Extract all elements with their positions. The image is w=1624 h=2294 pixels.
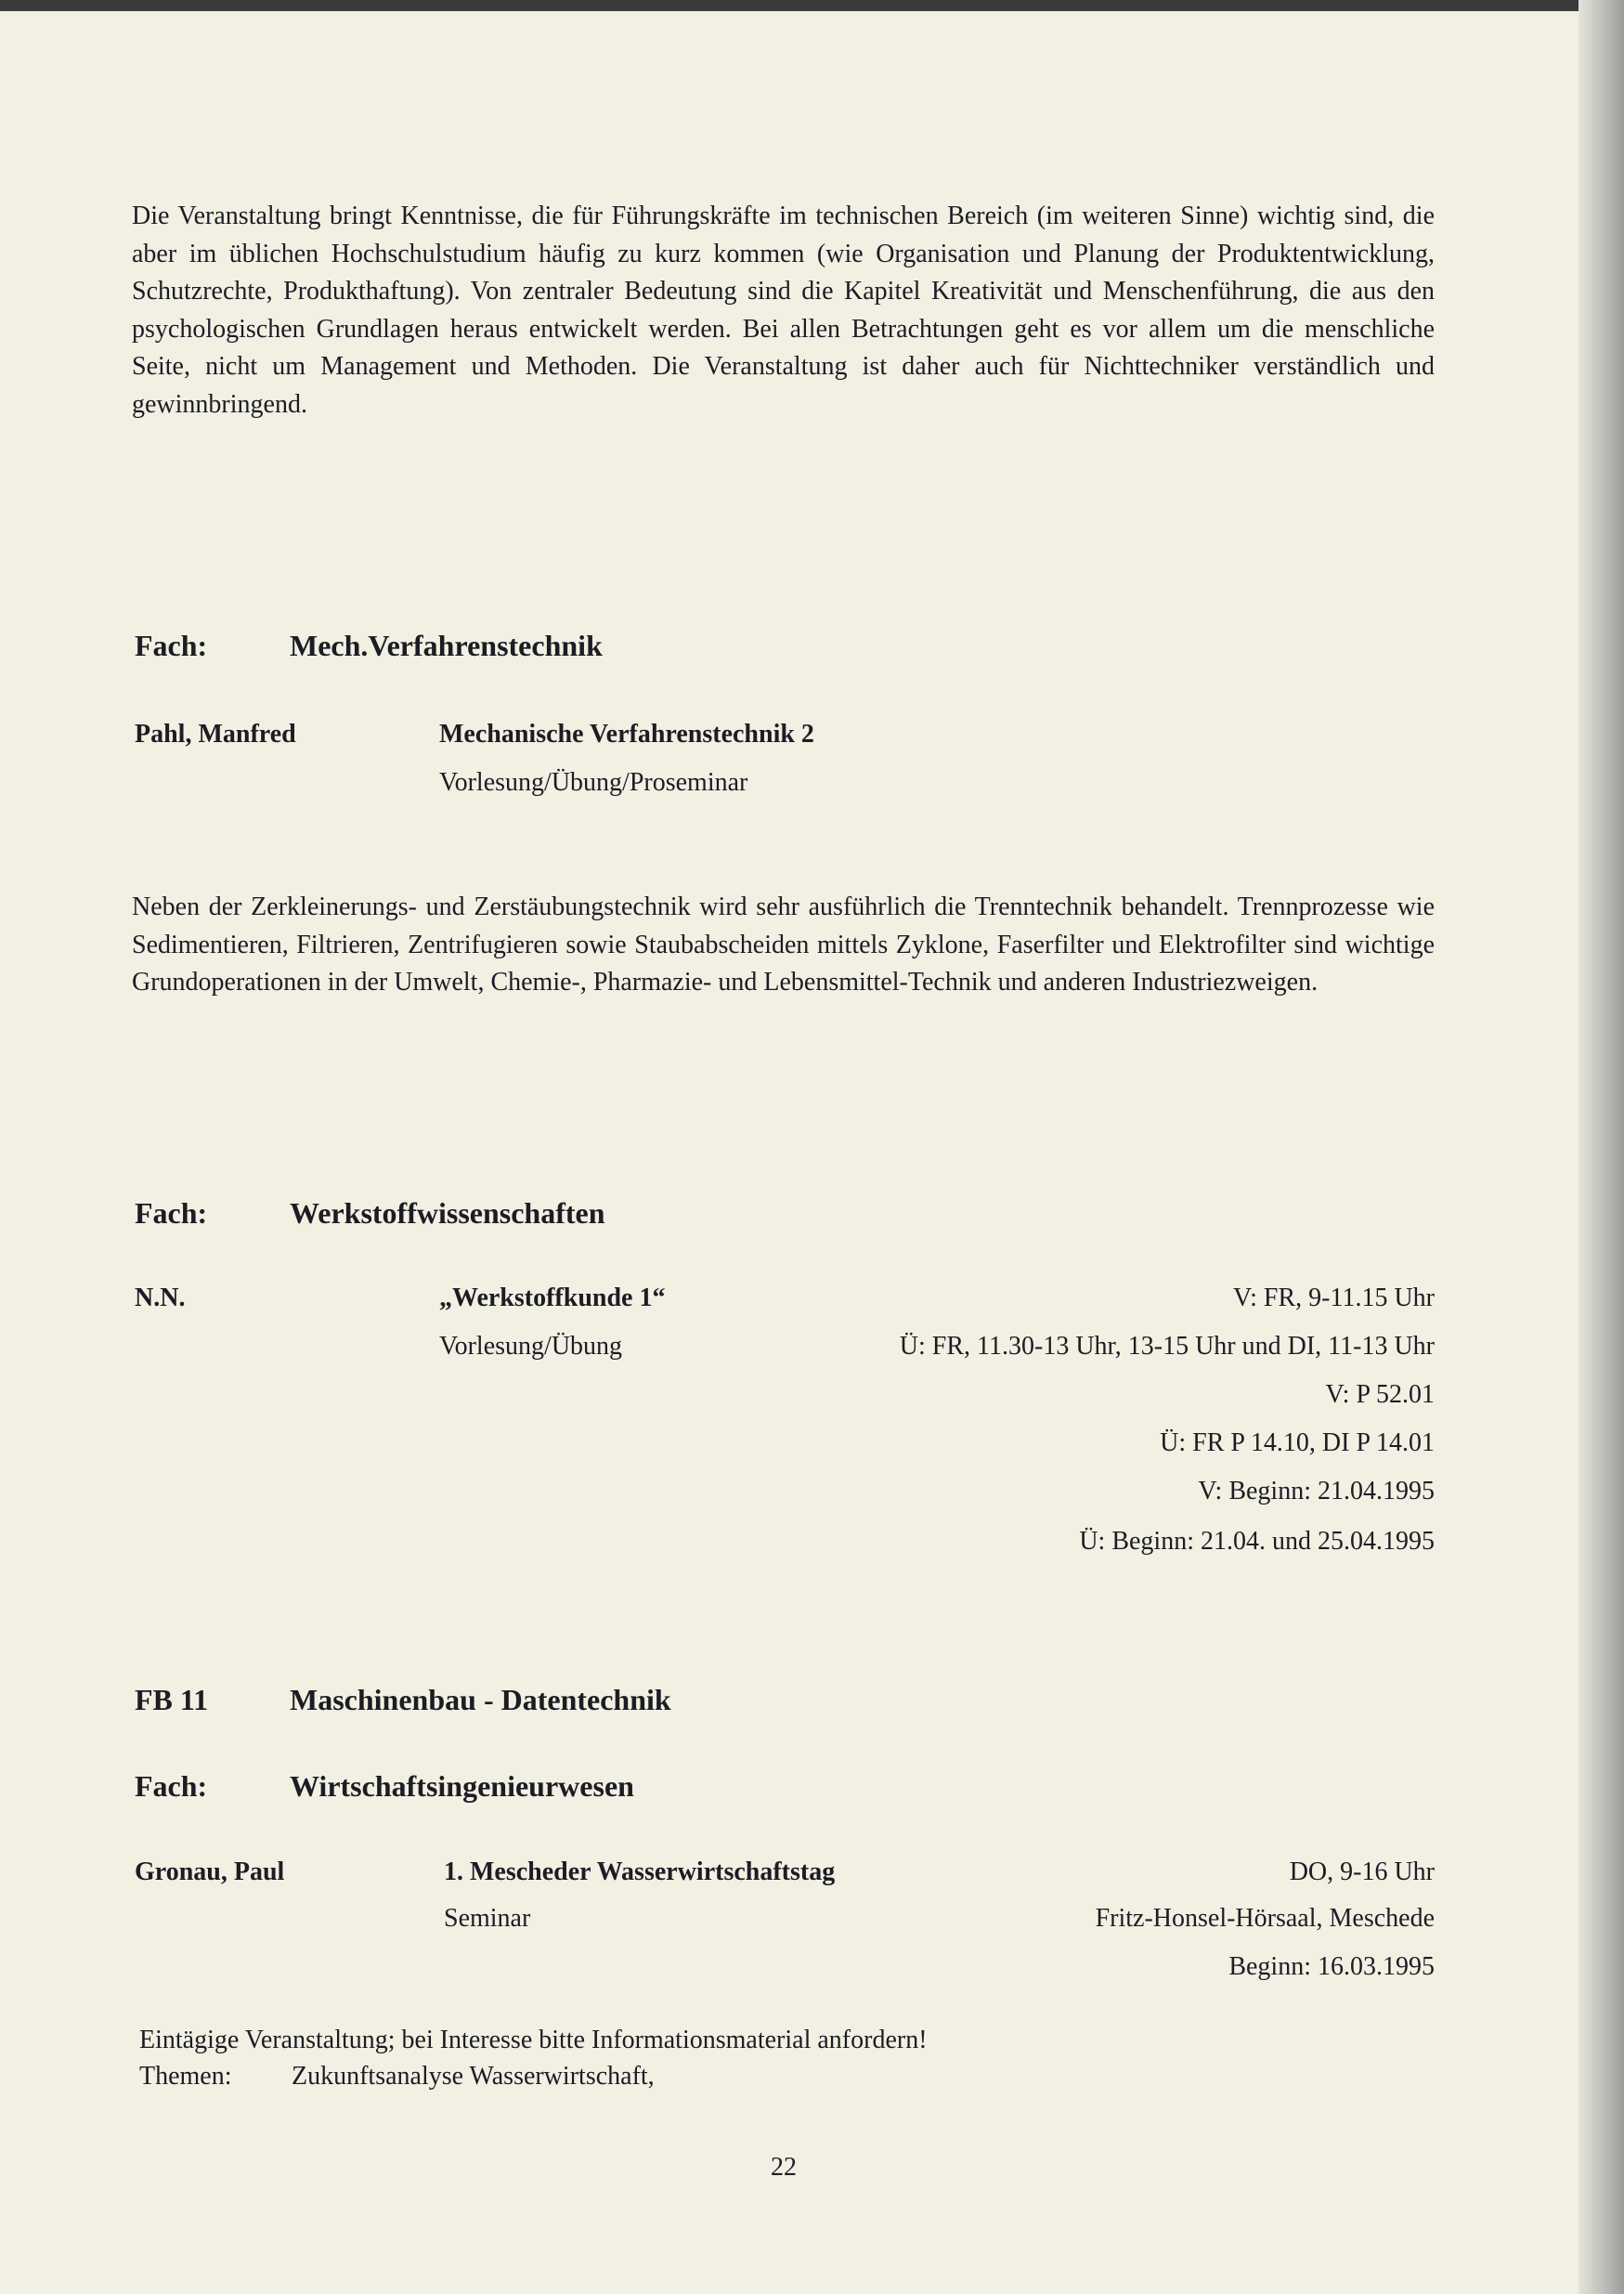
fach-title: Werkstoffwissenschaften [290,1196,605,1230]
schedule-line: V: Beginn: 21.04.1995 [1198,1477,1435,1505]
fach-title: Mech.Verfahrenstechnik [290,629,603,662]
course-type: Seminar [444,1904,531,1933]
schedule-line: Fritz-Honsel-Hörsaal, Meschede [1095,1904,1435,1933]
fach-title: Wirtschaftsingenieurwesen [290,1769,634,1803]
course-type: Vorlesung/Übung [439,1332,623,1361]
fach-label: Fach: [135,1196,208,1230]
course-title: „Werkstoffkunde 1“ [439,1284,666,1312]
lecturer-name: Pahl, Manfred [135,720,296,749]
themen-label: Themen: [139,2062,232,2091]
schedule-line: Ü: FR P 14.10, DI P 14.01 [1160,1428,1435,1457]
schedule-line: Beginn: 16.03.1995 [1228,1952,1435,1981]
schedule-line: V: FR, 9-11.15 Uhr [1233,1284,1435,1312]
course-title: 1. Mescheder Wasserwirtschaftstag [444,1857,836,1886]
themen-text: Zukunftsanalyse Wasserwirtschaft, [292,2062,655,2091]
fach-label: Fach: [135,1769,208,1803]
scan-top-border [0,0,1624,11]
fb-number: FB 11 [135,1683,209,1716]
course-title: Mechanische Verfahrenstechnik 2 [439,720,814,749]
scan-page-edge [1579,0,1624,2294]
fb-title: Maschinenbau - Datentechnik [290,1683,671,1716]
page-number: 22 [771,2153,797,2182]
schedule-line: Ü: Beginn: 21.04. und 25.04.1995 [1079,1527,1435,1556]
course-type: Vorlesung/Übung/Proseminar [439,768,748,797]
lecturer-name: N.N. [135,1284,186,1312]
lecturer-name: Gronau, Paul [135,1857,285,1886]
schedule-line: V: P 52.01 [1325,1380,1435,1409]
schedule-line: DO, 9-16 Uhr [1289,1857,1435,1886]
fach-label: Fach: [135,629,208,662]
intro-paragraph: Die Veranstaltung bringt Kenntnisse, die für Führungskräfte im technischen Bereich (im weiteren Sinne) wichtig sind, die aber im üblichen Hochschulstudium häufig zu kurz kommen (wie Organisation und Planung der Produktentwicklung, Schutzrechte, Produkthaftung). Von zentraler Bedeutung sind die Kapitel Kreativität und Menschenführung, die aus den psychologischen Grundlagen heraus entwickelt werden. Bei allen Betrachtungen geht es vor allem um die menschliche Seite, nicht um Management und Methoden. Die Veranstaltung ist daher auch für Nichttechniker verständlich und gewinnbringend. [132,202,1435,419]
course-description: Neben der Zerkleinerungs- und Zerstäubungstechnik wird sehr ausführlich die Trenntechnik behandelt. Trennprozesse wie Sedimentieren, Filtrieren, Zentrifugieren sowie Staubabscheiden mittels Zyklone, Faserfilter und Elektrofilter sind wichtige Grundoperationen in der Umwelt, Chemie-, Pharmazie- und Lebensmittel-Technik und anderen Industriezweigen. [132,893,1435,997]
note: Eintägige Veranstaltung; bei Interesse bitte Informationsmaterial anfordern! [139,2026,928,2054]
schedule-line: Ü: FR, 11.30-13 Uhr, 13-15 Uhr und DI, 11-13 Uhr [899,1332,1435,1361]
